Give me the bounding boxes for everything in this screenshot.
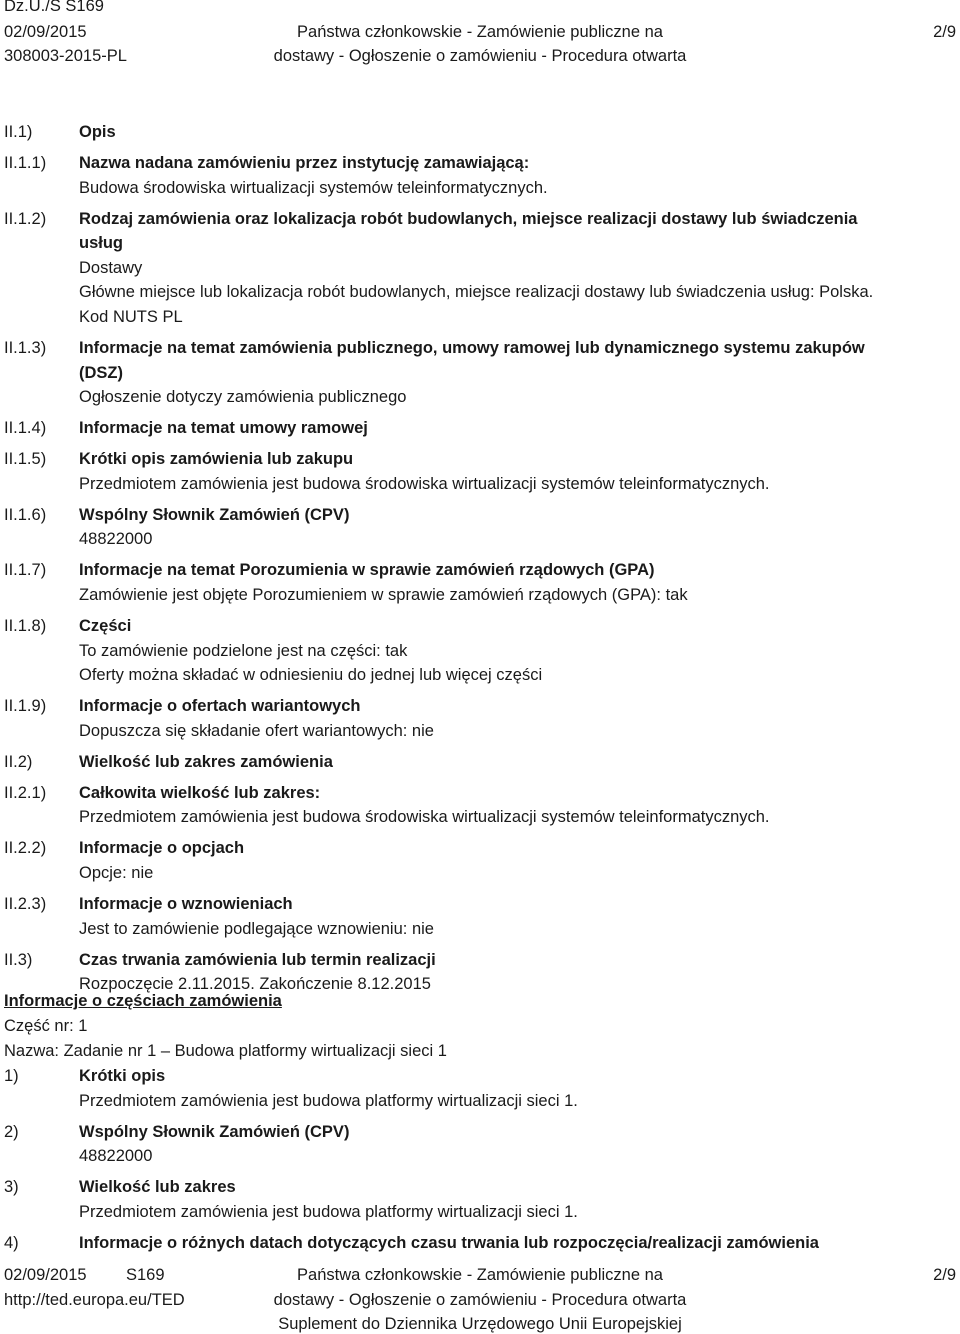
section-heading: Opis [79,123,116,141]
part-item-value: 48822000 [79,1147,153,1166]
section-heading: Krótki opis zamówienia lub zakupu [79,450,354,469]
section-number: II.1.7) [4,561,47,580]
section-number: II.2.3) [4,895,47,913]
section-text: Rozpoczęcie 2.11.2015. Zakończenie 8.12.2015 [79,975,431,994]
footer-title-line3: Suplement do Dziennika Urzędowego Unii Europejskiej [278,1315,682,1333]
section-number: II.1.4) [4,419,47,438]
section-number: II.2.2) [4,839,47,858]
section-number: II.2) [4,752,33,771]
footer-series: S169 [126,1266,165,1284]
section-text: Dostawy [79,258,143,277]
part-item-number: 4) [4,1233,19,1252]
section-number: II.1.8) [4,617,47,635]
section-text: Oferty można składać w odniesieniu do jednej lub więcej części [79,666,543,685]
section-number: II.1.2) [4,209,47,228]
section-number: II.2.1) [4,783,47,802]
section-text: Przedmiotem zamówienia jest budowa środowiska wirtualizacji systemów teleinformatycznych. [79,474,770,493]
notice-id: 308003-2015-PL [4,47,127,65]
footer-date: 02/09/2015 [4,1266,87,1284]
part-item-value: Przedmiotem zamówienia jest budowa platformy wirtualizacji sieci 1. [79,1202,578,1221]
section-heading: usług [79,234,123,253]
part-item-number: 2) [4,1122,19,1141]
section-text: Główne miejsce lub lokalizacja robót budowlanych, miejsce realizacji dostawy lub świadczenia usług: Polska. [79,283,874,302]
section-number: II.1) [4,123,33,141]
header-date: 02/09/2015 [4,23,87,41]
section-text: Dopuszcza się składanie ofert wariantowych: nie [79,721,434,740]
part-item-label: Informacje o różnych datach dotyczących czasu trwania lub rozpoczęcia/realizacji zamówienia [79,1233,819,1252]
section-number: II.1.3) [4,339,47,357]
section-heading: Informacje o opcjach [79,839,245,858]
section-number: II.1.5) [4,450,47,469]
section-number: II.1.1) [4,154,47,172]
part-number: Część nr: 1 [4,1017,88,1035]
header-title-line2: dostawy - Ogłoszenie o zamówieniu - Procedura otwarta [273,47,687,65]
section-heading: Wielkość lub zakres zamówienia [79,752,333,771]
doc-reference: Dz.U./S S169 [4,0,104,15]
section-heading: Informacje na temat Porozumienia w sprawie zamówień rządowych (GPA) [79,561,655,580]
section-heading: Części [79,617,132,635]
part-item-number: 3) [4,1178,19,1197]
section-heading: Informacje na temat umowy ramowej [79,419,368,438]
parts-heading: Informacje o częściach zamówienia [4,992,282,1010]
section-text: Budowa środowiska wirtualizacji systemów teleinformatycznych. [79,178,548,197]
footer-title-line2: dostawy - Ogłoszenie o zamówieniu - Procedura otwarta [273,1291,687,1309]
section-number: II.1.9) [4,697,47,716]
section-heading: (DSZ) [79,363,123,382]
section-text: Kod NUTS PL [79,308,183,326]
section-text: Opcje: nie [79,864,154,882]
section-text: 48822000 [79,530,153,549]
part-name: Nazwa: Zadanie nr 1 – Budowa platformy wirtualizacji sieci 1 [4,1042,447,1060]
section-heading: Informacje o wznowieniach [79,895,293,913]
footer-page-number: 2/9 [933,1266,956,1284]
section-heading: Wspólny Słownik Zamówień (CPV) [79,505,350,524]
section-text: To zamówienie podzielone jest na części: tak [79,641,408,660]
section-text: Ogłoszenie dotyczy zamówienia publicznego [79,388,407,407]
header-title-line1: Państwa członkowskie - Zamówienie publiczne na [297,23,663,41]
section-number: II.1.6) [4,505,47,524]
section-text: Zamówienie jest objęte Porozumieniem w sprawie zamówień rządowych (GPA): tak [79,586,688,604]
part-item-value: Przedmiotem zamówienia jest budowa platformy wirtualizacji sieci 1. [79,1091,578,1110]
part-item-label: Wielkość lub zakres [79,1178,236,1197]
part-item-number: 1) [4,1067,19,1085]
section-text: Przedmiotem zamówienia jest budowa środowiska wirtualizacji systemów teleinformatycznych. [79,808,770,827]
part-item-label: Krótki opis [79,1067,166,1085]
section-heading: Rodzaj zamówienia oraz lokalizacja robót budowlanych, miejsce realizacji dostawy lub świadczenia [79,209,858,228]
section-heading: Całkowita wielkość lub zakres: [79,783,321,802]
section-heading: Nazwa nadana zamówieniu przez instytucję zamawiającą: [79,154,530,172]
footer-url[interactable]: http://ted.europa.eu/TED [4,1291,185,1309]
header-page-number: 2/9 [933,23,956,41]
part-item-label: Wspólny Słownik Zamówień (CPV) [79,1122,350,1141]
footer-title-line1: Państwa członkowskie - Zamówienie publiczne na [297,1266,663,1284]
section-heading: Informacje o ofertach wariantowych [79,697,361,716]
section-heading: Informacje na temat zamówienia publicznego, umowy ramowej lub dynamicznego systemu zakupów [79,339,865,357]
section-number: II.3) [4,950,33,969]
section-heading: Czas trwania zamówienia lub termin realizacji [79,950,436,969]
section-text: Jest to zamówienie podlegające wznowieniu: nie [79,919,434,938]
